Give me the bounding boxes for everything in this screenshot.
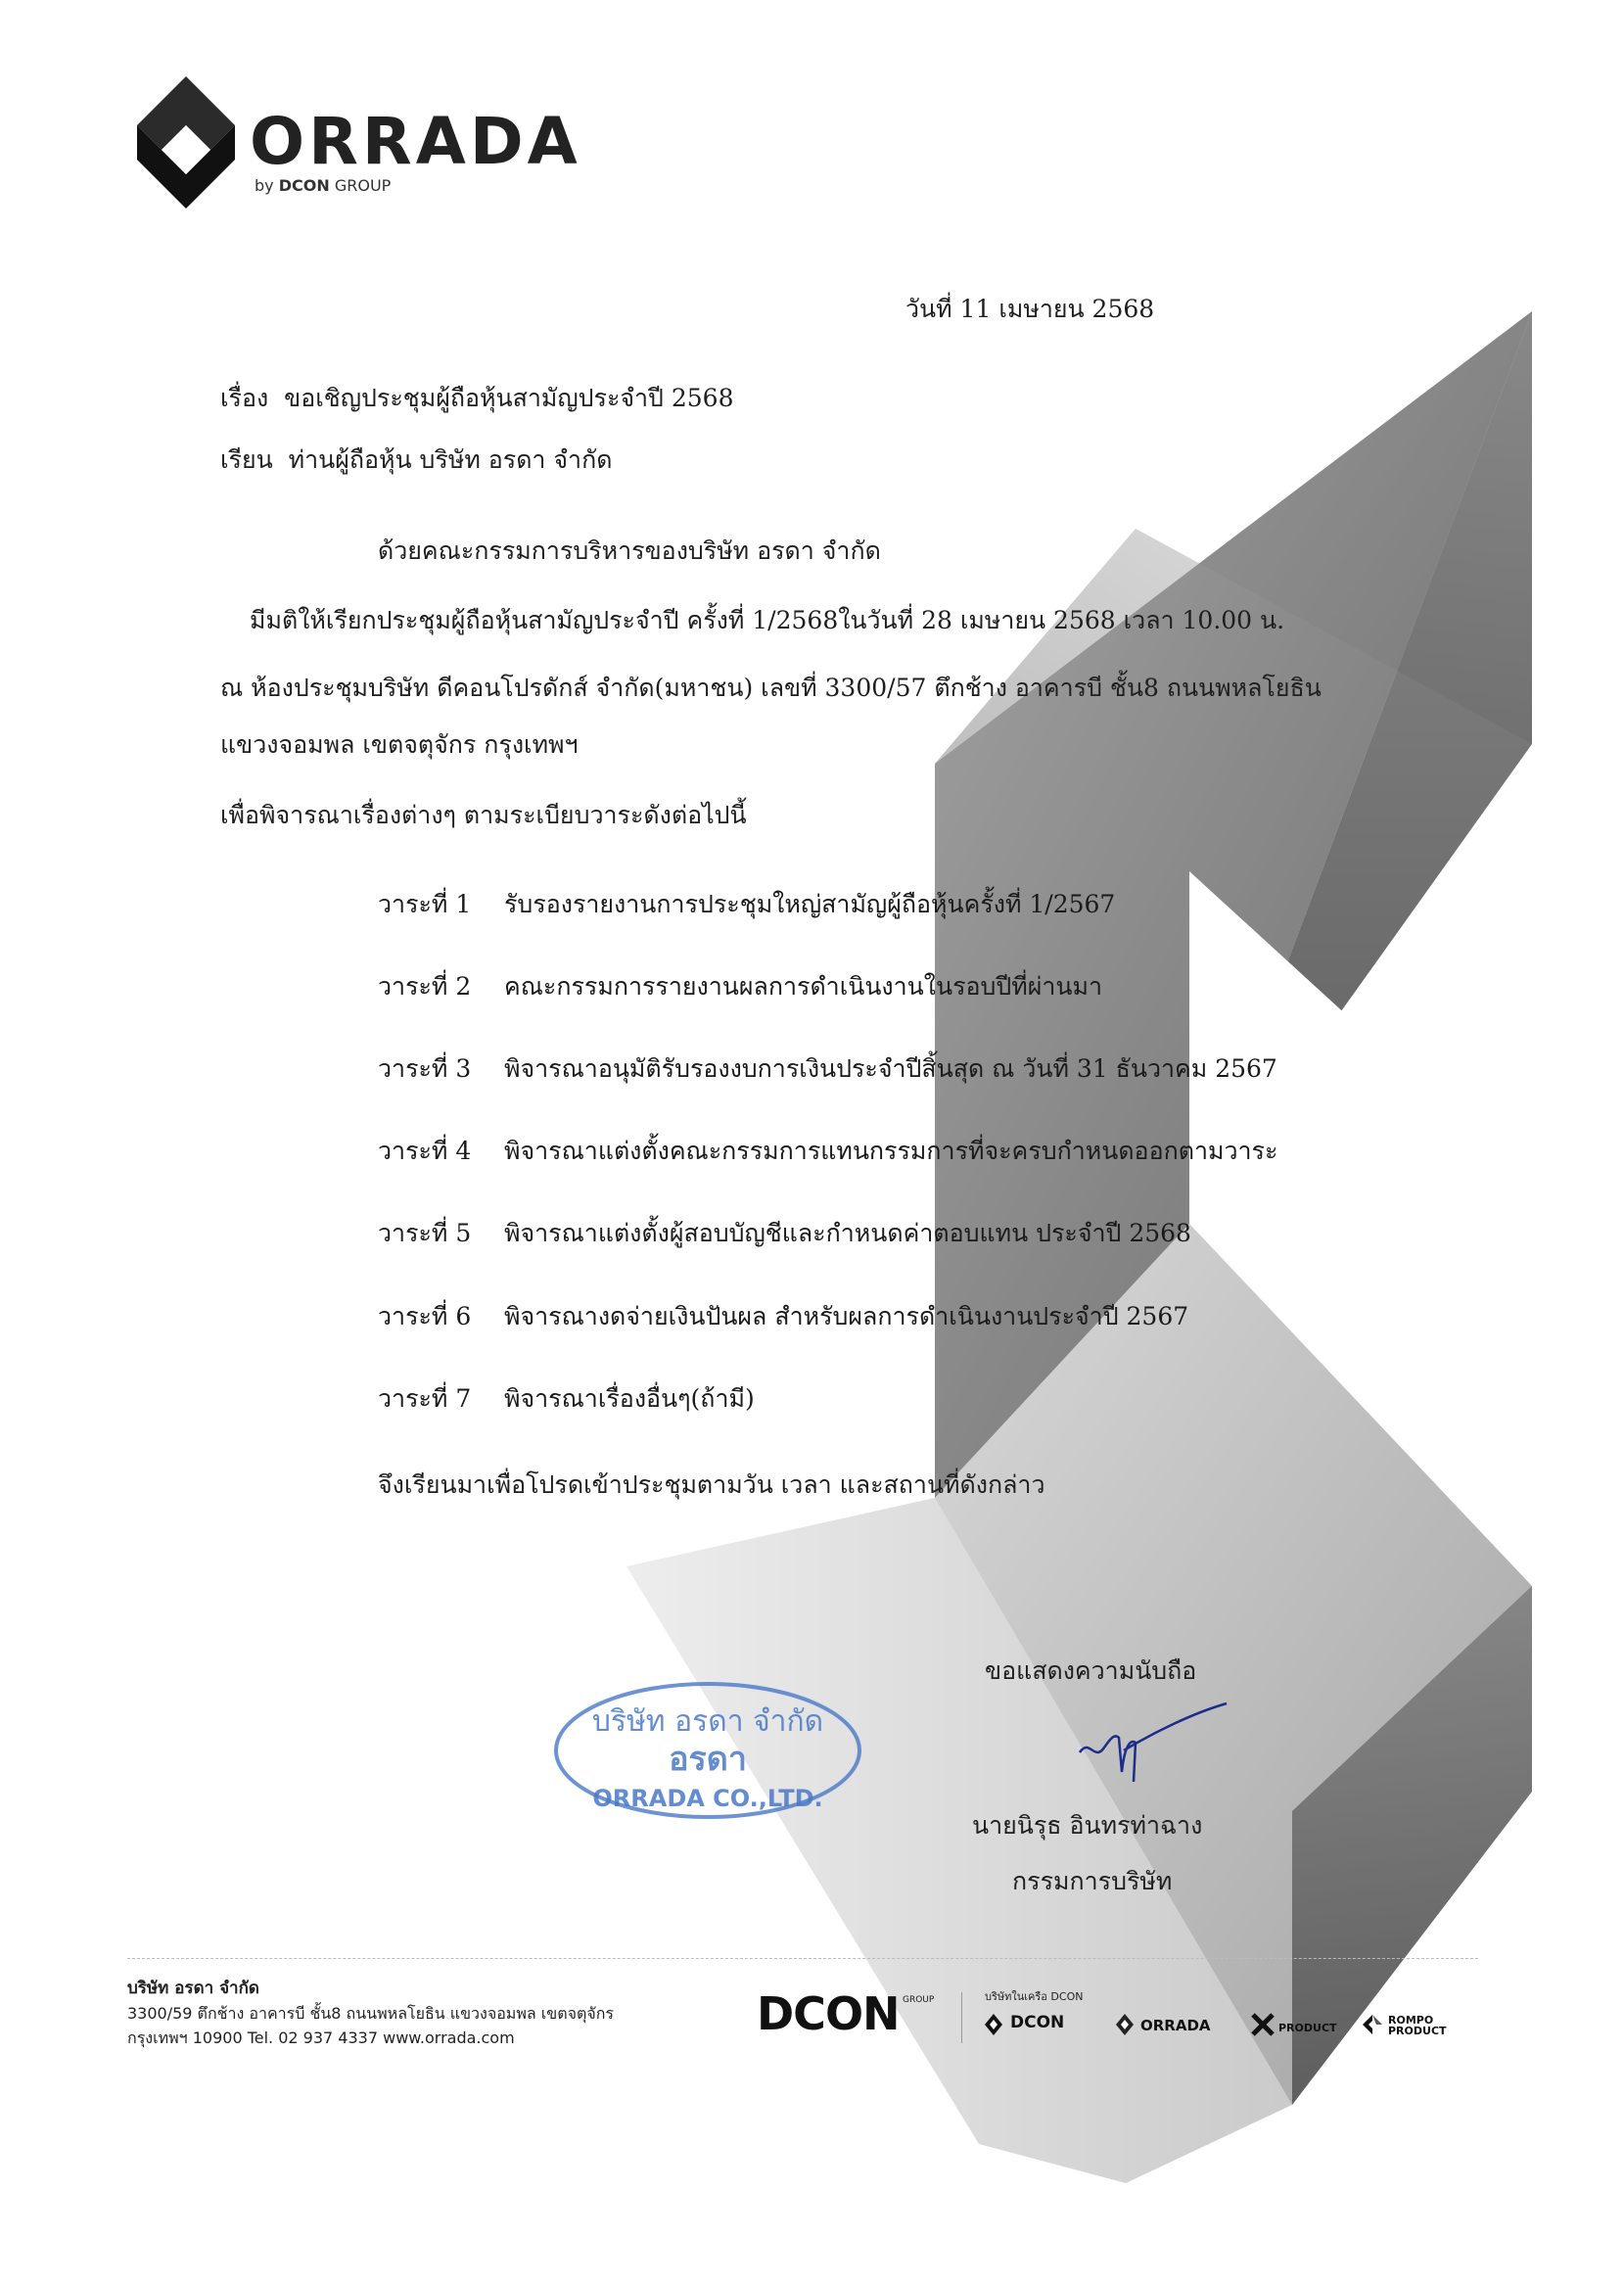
stamp-top-text: บริษัท อรดา จำกัด <box>591 1704 824 1739</box>
logo-sub-brand: DCON <box>278 176 330 195</box>
agenda-number: วาระที่ 6 <box>378 1302 472 1330</box>
recipient-label: เรียน <box>220 445 273 474</box>
agenda-text: พิจารณาอนุมัติรับรองงบการเงินประจำปีสิ้นสุด ณ วันที่ 31 ธันวาคม 2567 <box>504 1054 1277 1083</box>
body-line-2: มีมติให้เรียกประชุมผู้ถือหุ้นสามัญประจำปี ครั้งที่ 1/2568ในวันที่ 28 เมษายน 2568 เวลา 10.00 น. <box>250 606 1285 634</box>
body-line-3: ณ ห้องประชุมบริษัท ดีคอนโปรดักส์ จำกัด(มหาชน) เลขที่ 3300/57 ตึกช้าง อาคารบี ชั้น8 ถนนพหลโยธิน <box>220 674 1322 702</box>
letter-date: วันที่ 11 เมษายน 2568 <box>905 295 1155 323</box>
agenda-text: พิจารณาแต่งตั้งผู้สอบบัญชีและกำหนดค่าตอบแทน ประจำปี 2568 <box>504 1219 1191 1247</box>
company-stamp <box>550 1677 865 1824</box>
body-line-5: เพื่อพิจารณาเรื่องต่างๆ ตามระเบียบวาระดังต่อไปนี้ <box>220 801 747 829</box>
affiliate-rompo-product: PRODUCT <box>1388 2025 1447 2037</box>
orrada-logo <box>132 76 581 213</box>
agenda-number: วาระที่ 2 <box>378 972 472 1001</box>
signer-name: นายนิรุธ อินทรท่าฉาง <box>972 1811 1203 1840</box>
closing-line: จึงเรียนมาเพื่อโปรดเข้าประชุมตามวัน เวลา และสถานที่ดังกล่าว <box>378 1470 1045 1499</box>
affiliate-x-product: PRODUCT <box>1278 2022 1337 2034</box>
recipient-text: ท่านผู้ถือหุ้น บริษัท อรดา จำกัด <box>288 445 613 474</box>
regards-line: ขอแสดงความนับถือ <box>985 1656 1197 1685</box>
agenda-number: วาระที่ 5 <box>378 1219 472 1247</box>
logo-tagline <box>255 176 391 195</box>
agenda-text: รับรองรายงานการประชุมใหญ่สามัญผู้ถือหุ้นครั้งที่ 1/2567 <box>504 890 1116 918</box>
dcon-affiliate-icon <box>985 2014 1002 2035</box>
agenda-text: พิจารณางดจ่ายเงินปันผล สำหรับผลการดำเนินงานประจำปี 2567 <box>504 1302 1189 1330</box>
stamp-center-text: อรดา <box>669 1740 747 1779</box>
subject-line <box>220 379 734 418</box>
logo-wordmark: ORRADA <box>250 104 581 179</box>
logo-sub-by: by <box>255 176 274 195</box>
affiliate-rompo-name: ROMPO <box>1388 2014 1434 2027</box>
footer-company: บริษัท อรดา จำกัด <box>127 1979 259 1998</box>
agenda-number: วาระที่ 7 <box>378 1384 472 1413</box>
agenda-text: คณะกรรมการรายงานผลการดำเนินงานในรอบปีที่ผ่านมา <box>504 972 1103 1001</box>
subject-label: เรื่อง <box>220 384 269 412</box>
signature-mark <box>1065 1694 1231 1801</box>
stamp-bottom-text: ORRADA CO.,LTD. <box>592 1785 823 1812</box>
footer-address-2: กรุงเทพฯ 10900 Tel. 02 937 4337 www.orrada.com <box>127 2028 515 2047</box>
footer-divider <box>127 1958 1478 1959</box>
affiliates-label: บริษัทในเครือ DCON <box>985 1990 1084 2003</box>
agenda-number: วาระที่ 3 <box>378 1054 472 1083</box>
footer-brand-divider <box>961 1992 962 2043</box>
signer-title: กรรมการบริษัท <box>1012 1867 1173 1895</box>
dcon-group-label: GROUP <box>903 1995 935 2005</box>
affiliate-orrada: ORRADA <box>1140 2017 1211 2034</box>
orrada-diamond-icon <box>132 76 240 213</box>
rompo-affiliate-icon <box>1361 2013 1384 2036</box>
logo-sub-group: GROUP <box>334 176 392 195</box>
agenda-text: พิจารณาแต่งตั้งคณะกรรมการแทนกรรมการที่จะครบกำหนดออกตามวาระ <box>504 1137 1278 1165</box>
body-line-1: ด้วยคณะกรรมการบริหารของบริษัท อรดา จำกัด <box>378 536 881 565</box>
agenda-text: พิจารณาเรื่องอื่นๆ(ถ้ามี) <box>504 1384 755 1413</box>
agenda-number: วาระที่ 4 <box>378 1137 472 1165</box>
orrada-affiliate-icon <box>1116 2014 1134 2035</box>
body-line-4: แขวงจอมพล เขตจตุจักร กรุงเทพฯ <box>220 730 579 759</box>
recipient-line <box>220 441 612 480</box>
dcon-group-logo: DCON <box>757 1987 900 2040</box>
x-product-affiliate-icon <box>1251 2013 1275 2036</box>
affiliate-dcon: DCON <box>1010 2013 1065 2032</box>
agenda-number: วาระที่ 1 <box>378 890 472 918</box>
affiliate-rompo <box>1388 2015 1447 2036</box>
footer-address-1: 3300/59 ตึกช้าง อาคารบี ชั้น8 ถนนพหลโยธิน แขวงจอมพล เขตจตุจักร <box>127 2004 615 2023</box>
subject-text: ขอเชิญประชุมผู้ถือหุ้นสามัญประจำปี 2568 <box>284 384 734 412</box>
